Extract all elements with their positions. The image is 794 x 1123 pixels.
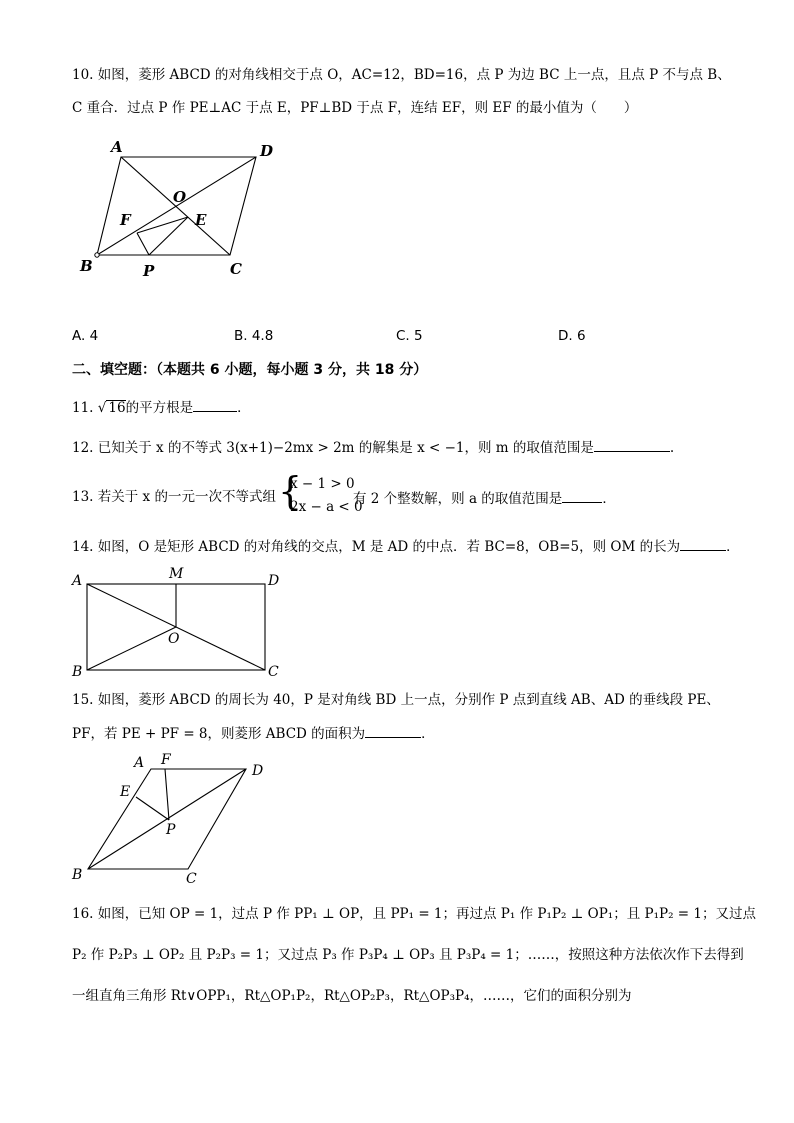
q10-option-d: D. 6 [558, 328, 586, 344]
q12-end: . [669, 440, 675, 456]
q15-text-line2 [72, 723, 435, 743]
q10-label-o: O [173, 188, 187, 206]
q14-end: ． [726, 539, 740, 555]
q13-inequality-1: x − 1 > 0 [290, 476, 355, 492]
q14-text [72, 536, 740, 556]
q13-suffix: 有 2 个整数解，则 a 的取值范围是 [353, 491, 563, 507]
q14-question: 14. 如图，O 是矩形 ABCD 的对角线的交点，M 是 AD 的中点．若 BC=8，OB=5，则 OM 的长为 [72, 539, 681, 555]
q14-diagonal-bo [87, 627, 176, 670]
q10-rhombus-figure [70, 135, 290, 285]
q14-label-m: M [169, 566, 184, 582]
q15-question-line2: PF，若 PE + PF = 8，则菱形 ABCD 的面积为 [72, 726, 366, 742]
q14-answer-blank [680, 536, 726, 551]
q13-prefix: 13. 若关于 x 的一元一次不等式组 [72, 489, 276, 505]
q15-answer-blank [365, 723, 421, 738]
q11-end: ． [237, 400, 251, 416]
section-2-heading: 二、填空题：（本题共 6 小题，每小题 3 分，共 18 分） [72, 362, 428, 378]
q15-segment-pf [165, 769, 169, 820]
q13-inequality-2: 2x − a < 0 [290, 499, 363, 515]
q15-label-f: F [161, 752, 171, 768]
q15-end: ． [421, 726, 435, 742]
q13-brace-icon: { [278, 469, 303, 513]
q10-label-d: D [260, 142, 274, 160]
q10-point-b-marker [95, 253, 99, 257]
q11-radicand: 16 [108, 400, 126, 416]
q10-text-line1: 10. 如图，菱形 ABCD 的对角线相交于点 O，AC=12，BD=16，点 P 为边 BC 上一点，且点 P 不与点 B、 [72, 67, 731, 83]
q15-segment-pe [136, 797, 169, 820]
q15-text-line1: 15. 如图，菱形 ABCD 的周长为 40，P 是对角线 BD 上一点，分别作 P 点到直线 AB、AD 的垂线段 PE、 [72, 692, 720, 708]
q10-option-b: B. 4.8 [234, 328, 274, 344]
q12-question: 12. 已知关于 x 的不等式 3(x+1)−2mx > 2m 的解集是 x < −1，则 m 的取值范围是 [72, 440, 594, 456]
q12-text [72, 437, 674, 457]
q16-text-line1: 16. 如图，已知 OP = 1，过点 P 作 PP₁ ⊥ OP，且 PP₁ = 1；再过点 P₁ 作 P₁P₂ ⊥ OP₁；且 P₁P₂ = 1；又过点 [72, 906, 756, 922]
q15-label-a: A [134, 755, 145, 771]
q13-suffix-line [353, 488, 616, 508]
q15-label-e: E [120, 784, 131, 800]
q13-end: ． [602, 491, 616, 507]
q10-option-c: C. 5 [396, 328, 423, 344]
q16-text-line2: P₂ 作 P₂P₃ ⊥ OP₂ 且 P₂P₃ = 1；又过点 P₃ 作 P₃P₄ ⊥ OP₃ 且 P₃P₄ = 1；……，按照这种方法依次作下去得到 [72, 947, 744, 963]
q15-label-b: B [72, 867, 83, 883]
q14-label-o: O [168, 631, 180, 647]
q12-answer-blank [594, 437, 670, 452]
q10-segment-pf [137, 233, 149, 255]
q10-label-b: B [80, 257, 93, 275]
q14-label-a: A [72, 573, 83, 589]
q10-label-c: C [230, 260, 242, 278]
q16-text-line3: 一组直角三角形 Rt∨OPP₁，Rt△OP₁P₂，Rt△OP₂P₃，Rt△OP₃P₄，……，它们的面积分别为 [72, 988, 632, 1004]
q14-label-c: C [268, 664, 279, 680]
q11-suffix: 的平方根是 [125, 400, 194, 416]
q14-label-d: D [268, 573, 280, 589]
q10-label-p: P [143, 262, 155, 280]
q10-label-e: E [195, 211, 207, 229]
q11-text [72, 397, 251, 417]
q10-option-a: A. 4 [72, 328, 99, 344]
q10-diagonal-bd [97, 157, 256, 255]
q15-label-p: P [166, 822, 176, 838]
q11-answer-blank [193, 397, 237, 412]
q13-answer-blank [562, 488, 602, 503]
q14-rectangle-figure [66, 563, 296, 685]
q14-label-b: B [72, 664, 83, 680]
q11-sqrt-icon: √ [97, 400, 107, 416]
q11-number: 11. [72, 400, 94, 416]
q10-text-line2: C 重合．过点 P 作 PE⊥AC 于点 E，PF⊥BD 于点 F，连结 EF，则 EF 的最小值为（ ） [72, 100, 638, 116]
q15-rhombus-figure [66, 748, 286, 888]
q15-label-d: D [252, 763, 264, 779]
q10-label-a: A [111, 138, 123, 156]
q15-label-c: C [186, 871, 197, 887]
q10-label-f: F [120, 211, 131, 229]
